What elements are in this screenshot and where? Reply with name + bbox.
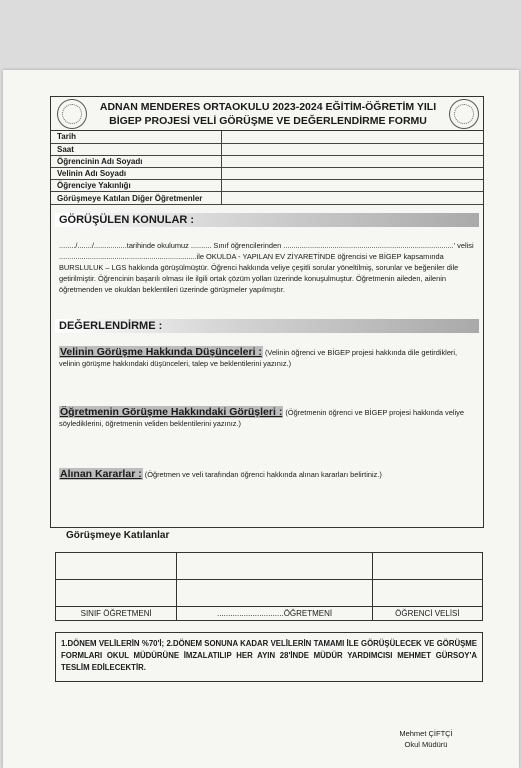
signature-cell[interactable] [372, 553, 482, 580]
parent-label: ÖĞRENCİ VELİSİ [372, 607, 482, 621]
info-row [51, 168, 483, 180]
info-label: Öğrenciye Yakınlığı [51, 180, 221, 192]
form-title [91, 100, 445, 128]
teacher-opinions-instruction: (Öğretmenin öğrenci ve BİGEP projesi hakkında veliye söylediklerini, öğretmenin veliden beklentilerini yazınız.) [59, 408, 464, 428]
info-label: Velinin Adı Soyadı [51, 168, 221, 180]
other-teacher-label: ..............................ÖĞRETMENİ [177, 607, 372, 621]
topics-heading: GÖRÜŞÜLEN KONULAR : [55, 213, 479, 227]
signature-label-row [56, 607, 483, 621]
info-row [51, 143, 483, 155]
decisions-block [59, 469, 477, 480]
signature-cell[interactable] [177, 580, 372, 607]
info-value-field[interactable] [221, 143, 483, 155]
info-value-field[interactable] [221, 155, 483, 167]
info-value-field[interactable] [221, 168, 483, 180]
signature-cell[interactable] [56, 553, 177, 580]
principal-signature-block [386, 728, 466, 750]
signature-row [56, 553, 483, 580]
info-label: Görüşmeye Katılan Diğer Öğretmenler [51, 192, 221, 204]
info-row [51, 131, 483, 143]
decisions-instruction: (Öğretmen ve veli tarafından öğrenci hakkında alınan kararları belirtiniz.) [144, 470, 382, 479]
deadline-notice: 1.DÖNEM VELİLERİN %70'İ; 2.DÖNEM SONUNA KADAR VELİLERİN TAMAMI İLE GÖRÜŞÜLECEK VE GÖRÜŞME FORMLARI OKUL MÜDÜRÜNE İMZALATILIP HER AYIN 28'İNDE MÜDÜR YARDIMCISI MEHMET GÜRSOY'A TESLİM EDİLECEKTİR. [55, 632, 483, 682]
title-row [51, 97, 483, 131]
info-row [51, 155, 483, 167]
info-value-field[interactable] [221, 131, 483, 143]
class-teacher-label: SINIF ÖĞRETMENİ [56, 607, 177, 621]
teacher-opinions-label: Öğretmenin Görüşme Hakkındaki Görüşleri : [60, 406, 283, 418]
principal-role: Okul Müdürü [404, 740, 448, 749]
info-label: Öğrencinin Adı Soyadı [51, 155, 221, 167]
ministry-seal-icon [449, 99, 479, 129]
participants-title: Görüşmeye Katılanlar [66, 530, 170, 541]
decisions-label: Alınan Kararlar : [60, 468, 142, 480]
form-box [50, 96, 484, 528]
signature-cell[interactable] [56, 580, 177, 607]
signature-table [55, 552, 483, 621]
topics-paragraph: ......../......./................tarihinde okulumuz .......... Sınıf öğrencilerinden ...................................................................................' velisi ...................................................................ile OKULDA - YAPILAN EV ZİYARETİNDE öğrencisi ve BİGEP kapsamında BURSLULUK – LGS hakkında görüşülmüştür. Öğrenci hakkında veliye çeşitli sorular yöneltilmiş, sorunlar ve beğeniler dile getirilmiştir. Öğrencinin başarılı olması ile ilgili ortak çözüm yolları üzerinde konuşulmuştur. Öğretmenin aileden, ailenin öğretmenden ve okuldan beklentileri üzerinde görüşmeler yapılmıştır. [59, 241, 474, 294]
evaluation-heading: DEĞERLENDİRME : [55, 319, 479, 333]
signature-cell[interactable] [177, 553, 372, 580]
signature-row [56, 580, 483, 607]
info-label: Saat [51, 143, 221, 155]
info-value-field[interactable] [221, 180, 483, 192]
principal-name: Mehmet ÇİFTÇİ [399, 729, 453, 738]
school-seal-icon [57, 99, 87, 129]
title-line-2: BİGEP PROJESİ VELİ GÖRÜŞME VE DEĞERLENDİRME FORMU [109, 115, 427, 127]
info-label: Tarih [51, 131, 221, 143]
parent-opinions-label: Velinin Görüşme Hakkında Düşünceleri : [60, 346, 262, 358]
teacher-opinions-block [59, 407, 477, 429]
info-value-field[interactable] [221, 192, 483, 204]
signature-cell[interactable] [372, 580, 482, 607]
parent-opinions-block [59, 347, 477, 369]
info-row [51, 180, 483, 192]
parent-opinions-instruction: (Velinin öğrenci ve BİGEP projesi hakkında dile getirdikleri, velinin görüşme hakkındaki düşünceleri, talep ve beklentilerini yazınız.) [59, 348, 458, 368]
info-table [51, 131, 483, 205]
info-row [51, 192, 483, 204]
title-line-1: ADNAN MENDERES ORTAOKULU 2023-2024 EĞİTİM-ÖĞRETİM YILI [99, 101, 437, 113]
